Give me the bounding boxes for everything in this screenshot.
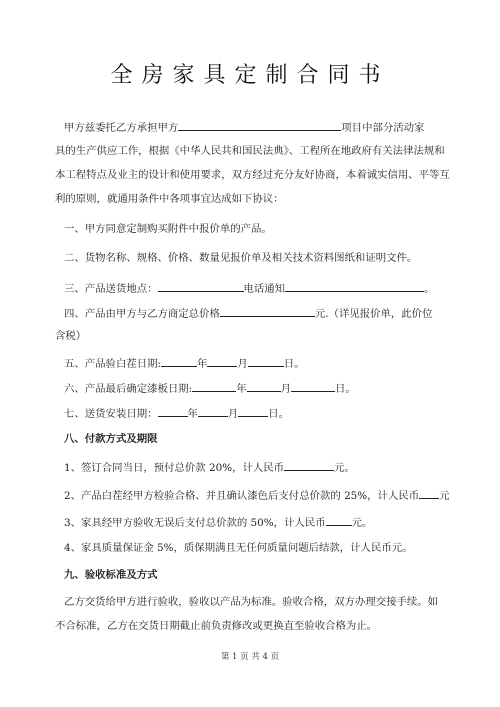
payment-2: [64, 487, 450, 503]
item-6-year-blank: [192, 380, 236, 392]
phone-notice-blank: [285, 280, 424, 292]
intro-line-3: 本工程特点及业主的设计和使用要求，双方经过充分友好协商，本着诚实信用、平等互: [55, 169, 450, 181]
item-4: [64, 305, 450, 321]
item-2: 二、货物名称、规格、价格、数量见报价单及相关技术资料图纸和证明文件。: [64, 252, 418, 264]
item-3-end: 。: [424, 283, 435, 295]
payment-2-text: 2、产品白茬经甲方检验合格、并且确认漆色后支付总价款的 25%，计人民币: [64, 490, 420, 502]
item-5-month-blank: [207, 355, 237, 367]
intro-line-1: [64, 119, 450, 135]
payment-3-unit: 元。: [351, 517, 373, 529]
intro-line-4: 利的原则，就通用条件中各项事宜达成如下协议：: [55, 193, 284, 205]
intro-text-1a: 甲方兹委托乙方承担甲方: [64, 122, 179, 134]
day-label: 日。: [334, 383, 356, 395]
acceptance-line-2: 不合标准，乙方在交货日期截止前负责修改或更换直至验收合格为止。: [55, 620, 378, 632]
item-3: [64, 280, 450, 296]
item-5-day-blank: [248, 355, 284, 367]
payment-2-unit: 元: [439, 490, 450, 502]
payment-1-unit: 元。: [334, 462, 355, 474]
item-7-year-blank: [158, 405, 188, 417]
month-label: 月: [280, 383, 291, 395]
month-label: 月: [227, 408, 239, 420]
item-3-phone-label: 电话通知: [243, 283, 286, 295]
item-4-note: 元.（详见报价单，此价位: [314, 308, 433, 320]
item-4-continued: 含税）: [55, 330, 87, 342]
item-6-day-blank: [291, 380, 335, 392]
payment-3: [64, 514, 450, 530]
intro-text-1b: 项目中部分活动家: [341, 122, 425, 134]
payment-3-text: 3、家具经甲方验收无误后支付总价款的 50%，计人民币: [64, 517, 326, 529]
section-9-heading: 九、验收标准及方式: [64, 569, 158, 581]
item-5: [64, 355, 450, 371]
day-label: 日。: [283, 358, 305, 370]
delivery-location-blank: [158, 280, 244, 292]
payment-4: 4、家具质量保证金 5%，质保期满且无任何质量问题后结款，计人民币元。: [64, 542, 413, 554]
item-3-label: 三、产品送货地点：: [64, 283, 158, 295]
item-5-label: 五、产品验白茬日期:: [64, 358, 162, 370]
payment-3-amount-blank: [326, 514, 352, 526]
item-7-day-blank: [238, 405, 268, 417]
intro-line-2: 具的生产供应工作，根据《中华人民共和国民法典》、工程所在地政府有关法律法规和: [55, 145, 445, 157]
payment-1: [64, 459, 450, 475]
item-7-label: 七、送货安装日期：: [64, 408, 158, 420]
payment-1-text: 1、签订合同当日，预付总价款 20%，计人民币: [64, 462, 285, 474]
total-price-blank: [220, 305, 315, 317]
item-6-month-blank: [247, 380, 281, 392]
section-8-heading: 八、付款方式及期限: [64, 433, 158, 445]
document-title: 全房家具定制合同书: [110, 63, 390, 88]
day-label: 日。: [268, 408, 290, 420]
month-label: 月: [237, 358, 248, 370]
item-7: [64, 405, 450, 421]
page-number: 第 1 页 共 4 页: [220, 652, 280, 662]
item-7-month-blank: [198, 405, 228, 417]
year-label: 年: [236, 383, 247, 395]
item-6-label: 六、产品最后确定漆板日期:: [64, 383, 193, 395]
item-4-label: 四、产品由甲方与乙方商定总价格: [64, 308, 220, 320]
payment-2-amount-blank: [419, 487, 439, 499]
acceptance-line-1: 乙方交货给甲方进行验收，验收以产品为标准。验收合格，双方办理交接手续。如: [64, 596, 439, 608]
year-label: 年: [187, 408, 198, 420]
item-5-year-blank: [161, 355, 197, 367]
item-1: 一、甲方同意定制购买附件中报价单的产品。: [64, 223, 272, 235]
project-name-blank: [178, 119, 341, 131]
payment-1-amount-blank: [284, 459, 334, 471]
item-6: [64, 380, 450, 396]
year-label: 年: [197, 358, 208, 370]
